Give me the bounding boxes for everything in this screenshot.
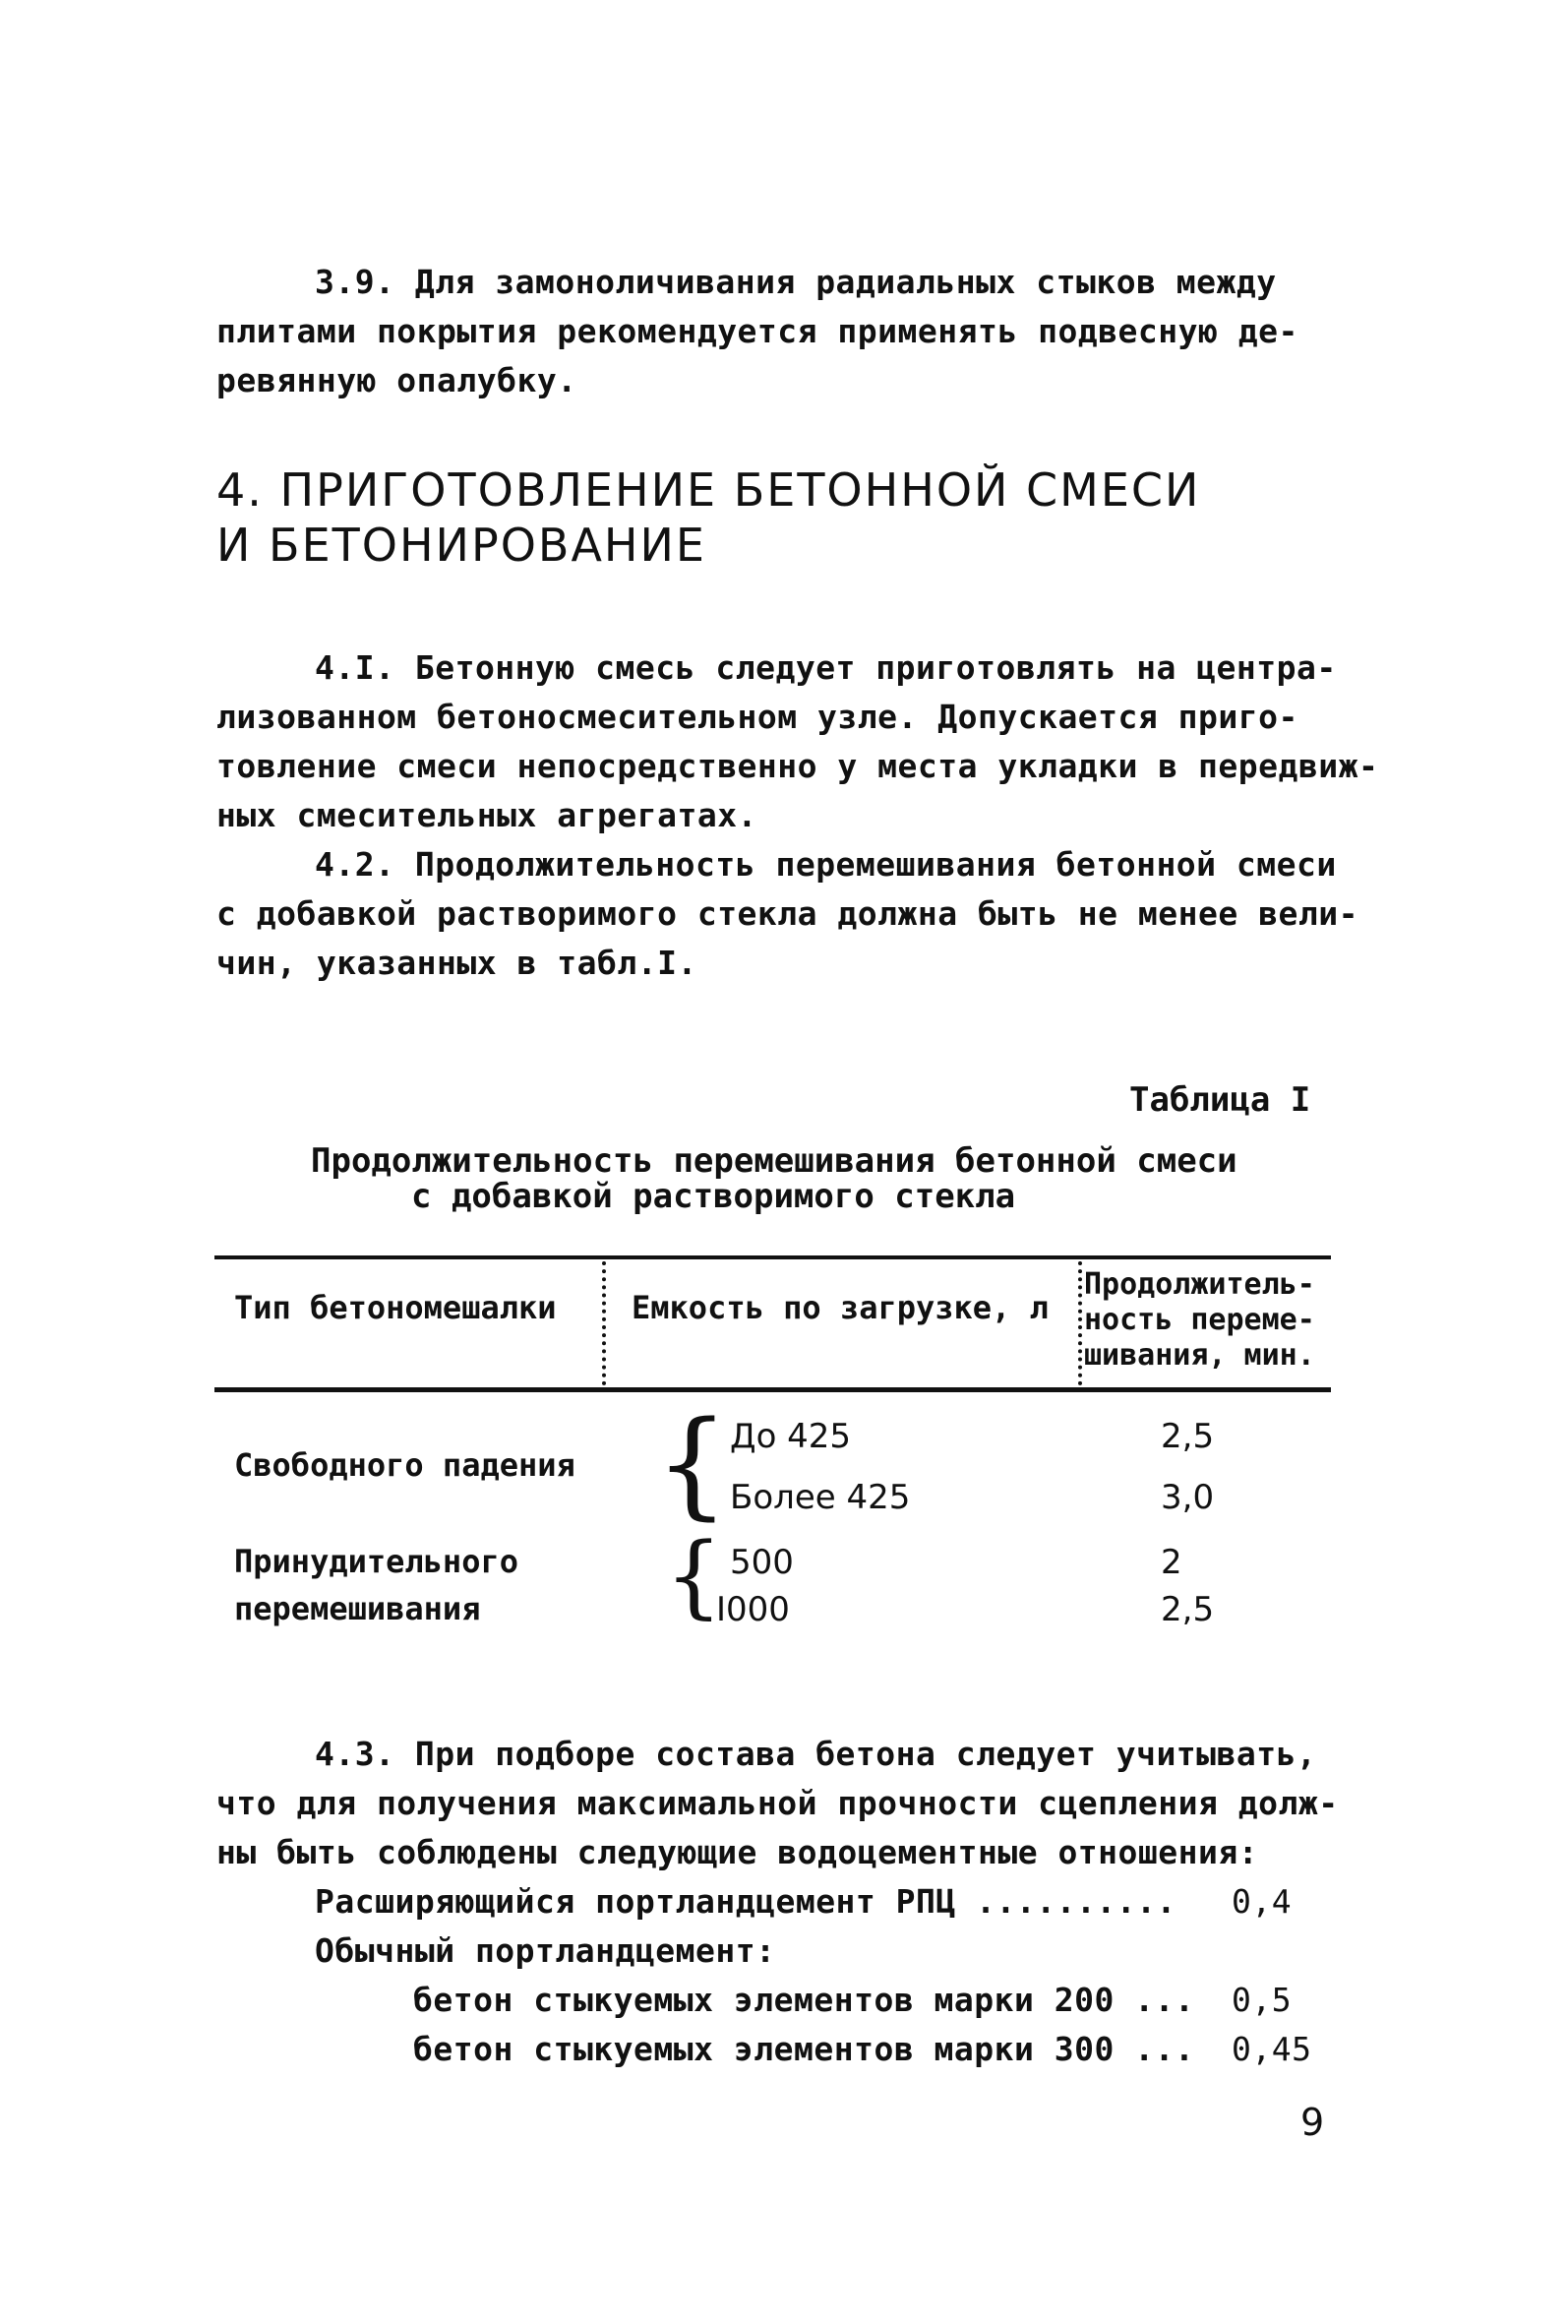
table-row-2-brace: { bbox=[665, 1523, 723, 1628]
table-header-duration-line-1: Продолжитель- bbox=[1084, 1267, 1315, 1302]
ratio-ordinary-label: Обычный портландцемент: bbox=[315, 1931, 776, 1970]
table-row-2-capacity-2: I000 bbox=[716, 1590, 790, 1629]
table-header-duration-line-3: шивания, мин. bbox=[1084, 1338, 1315, 1373]
table-row-1-capacity-2: Более 425 bbox=[730, 1478, 911, 1517]
section-4-heading bbox=[216, 462, 1200, 573]
table-title-line-2: с добавкой растворимого стекла bbox=[411, 1177, 1016, 1216]
section-4-heading-line-1: 4. ПРИГОТОВЛЕНИЕ БЕТОННОЙ СМЕСИ bbox=[216, 463, 1201, 517]
paragraph-3-9-line-2: плитами покрытия рекомендуется применять подвесную де- bbox=[216, 312, 1298, 350]
paragraph-4-3-line-3: ны быть соблюдены следующие водоцементные отношения: bbox=[216, 1833, 1259, 1871]
paragraph-4-2-line-2: с добавкой растворимого стекла должна быть не менее вели- bbox=[216, 894, 1358, 933]
table-header-rule bbox=[214, 1387, 1331, 1392]
table-row-1-capacity-1: До 425 bbox=[730, 1417, 852, 1456]
paragraph-3-9-line-1: 3.9. Для замоноличивания радиальных стыков между bbox=[315, 263, 1277, 301]
paragraph-4-2-line-1: 4.2. Продолжительность перемешивания бетонной смеси bbox=[315, 845, 1337, 884]
table-row-1-brace: { bbox=[655, 1395, 730, 1531]
paragraph-4-2-line-3: чин, указанных в табл.I. bbox=[216, 944, 697, 982]
table-row-1-duration-2: 3,0 bbox=[1161, 1478, 1215, 1517]
table-column-divider-1 bbox=[602, 1261, 606, 1385]
table-label: Таблица I bbox=[1129, 1080, 1311, 1120]
table-header-capacity: Емкость по загрузке, л bbox=[632, 1289, 1049, 1326]
paragraph-4-1-line-3: товление смеси непосредственно у места укладки в передвиж- bbox=[216, 747, 1379, 785]
paragraph-3-9-line-3: ревянную опалубку. bbox=[216, 361, 577, 399]
table-row-1-type: Свободного падения bbox=[234, 1446, 575, 1484]
table-row-2-capacity-1: 500 bbox=[730, 1543, 794, 1582]
ratio-rpc-value: 0,4 bbox=[1232, 1882, 1293, 1921]
ratio-300-value: 0,45 bbox=[1232, 2030, 1312, 2068]
table-top-rule bbox=[214, 1255, 1331, 1259]
section-4-heading-line-2: И БЕТОНИРОВАНИЕ bbox=[216, 519, 706, 572]
ratio-300-label: бетон стыкуемых элементов марки 300 ... bbox=[413, 2030, 1195, 2068]
table-row-2-type-line-1: Принудительного bbox=[234, 1543, 518, 1580]
table-title-line-1: Продолжительность перемешивания бетонной смеси bbox=[311, 1141, 1237, 1181]
paragraph-4-3-line-2: что для получения максимальной прочности сцепления долж- bbox=[216, 1784, 1339, 1822]
ratio-rpc-label: Расширяющийся портландцемент РПЦ .......... bbox=[315, 1882, 1176, 1921]
paragraph-4-1-line-4: ных смесительных агрегатах. bbox=[216, 796, 757, 834]
ratio-200-value: 0,5 bbox=[1232, 1981, 1293, 2019]
page-number: 9 bbox=[1300, 2101, 1325, 2144]
paragraph-4-1-line-1: 4.I. Бетонную смесь следует приготовлять на центра- bbox=[315, 648, 1337, 687]
paragraph-4-3-line-1: 4.3. При подборе состава бетона следует учитывать, bbox=[315, 1735, 1317, 1773]
table-header-type: Тип бетономешалки bbox=[234, 1289, 557, 1326]
table-column-divider-2 bbox=[1078, 1261, 1082, 1385]
ratio-200-label: бетон стыкуемых элементов марки 200 ... bbox=[413, 1981, 1195, 2019]
table-row-2-duration-2: 2,5 bbox=[1161, 1590, 1215, 1629]
table-header-duration-line-2: ность переме- bbox=[1084, 1303, 1315, 1337]
paragraph-4-1-line-2: лизованном бетоносмесительном узле. Допускается приго- bbox=[216, 698, 1298, 736]
table-row-1-duration-1: 2,5 bbox=[1161, 1417, 1215, 1456]
table-row-2-duration-1: 2 bbox=[1161, 1543, 1182, 1582]
table-row-2-type-line-2: перемешивания bbox=[234, 1590, 481, 1627]
